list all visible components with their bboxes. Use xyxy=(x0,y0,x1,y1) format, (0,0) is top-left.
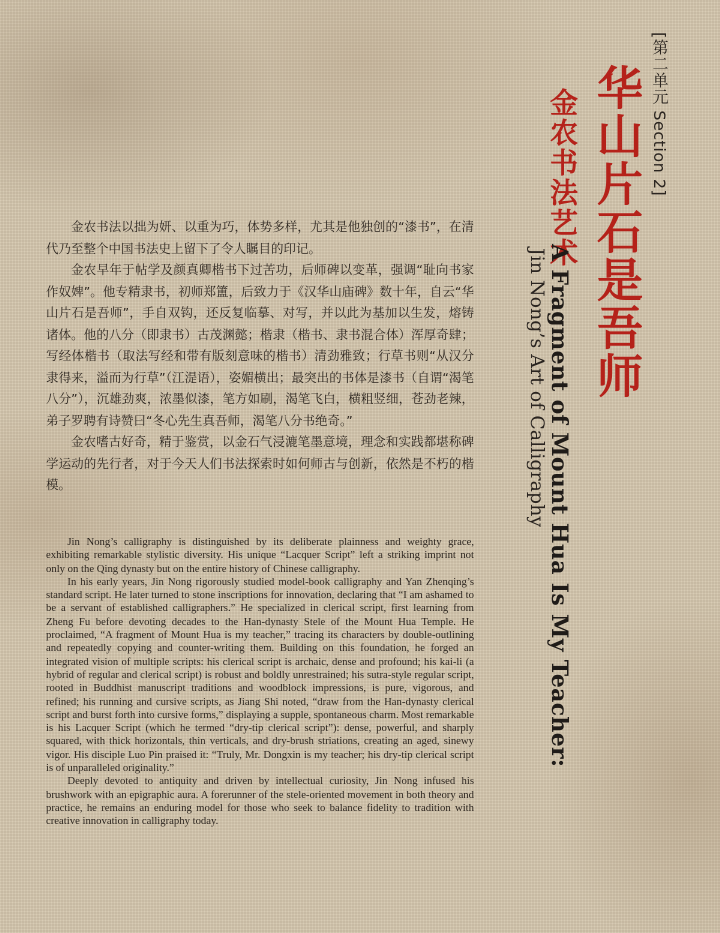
chinese-paragraph-1: 金农书法以拙为妍、以重为巧，体势多样，尤其是他独创的“漆书”，在清代乃至整个中国书法史上留下了令人瞩目的印记。 xyxy=(46,219,474,256)
english-paragraph-1: Jin Nong’s calligraphy is distinguished by its deliberate plainness and weighty grace, exhibiting remarkable stylistic diversity. His unique “Lacquer Script” left a striking imprint not only on the Qing dynasty but on the entire history of Chinese calligraphy. xyxy=(46,536,474,575)
page-subtitle-english: Jin Nong’s Art of Calligraphy xyxy=(526,248,548,528)
page-title-chinese: 华山片石是吾师 xyxy=(590,64,644,400)
section-tag: [第二单元 Section 2] xyxy=(650,32,669,197)
english-paragraph-2: In his early years, Jin Nong rigorously studied model-book calligraphy and Yan Zhenqing’s standard script. He later turned to stone inscriptions for innovation, declaring that “I am ashamed to be a servant of established calligraphers.” He specialized in clerical script, first learning from Zheng Fu before devoting decades to the Han-dynasty Stele of the Mount Hua Temple. He proclaimed, “A fragment of Mount Hua is my teacher,” tracing its characters by double-outlining and repeatedly copying and counter-writing them. Building on this foundation, he forged an integrated vision of multiple scripts: his clerical script is archaic, dense and profound; his kai-li (a hybrid of regular and clerical script) is robust and boldly unrestrained; his sutra-style regular script, rooted in Buddhist manuscript traditions and woodblock impressions, is pure, vigorous, and refined; his running and cursive scripts, as Jiang Shi noted, “draw from the Han-dynasty clerical script and burst forth into cursive forms,” displaying a supple, spontaneous charm. Most remarkable is his Lacquer Script (which he termed “dry-tip clerical script”): dense, powerful, and sharply squared, with thick horizontals, thin verticals, and dry-brush striations, creating an aged, sinewy vigor. His disciple Luo Pin praised it: “Truly, Mr. Dongxin is my teacher; his dry-tip clerical script is of unparalleled originality.” xyxy=(46,575,474,775)
page-title-english: A Fragment of Mount Hua Is My Teacher: xyxy=(546,244,572,768)
english-body-text xyxy=(46,536,474,829)
chinese-body-text xyxy=(46,216,474,496)
page-subtitle-chinese: 金农书法艺术 xyxy=(546,88,579,268)
chinese-paragraph-2: 金农早年于帖学及颜真卿楷书下过苦功，后师碑以变革，强调“耻向书家作奴婢”。他专精隶书，初师郑簠，后致力于《汉华山庙碑》数十年，自云“华山片石是吾师”，手自双钩，还反复临摹、对写，并以此为基加以生发，熔铸诸体。他的八分（即隶书）古茂渊懿；楷隶（楷书、隶书混合体）浑厚奇肆；写经体楷书（取法写经和带有版刻意味的楷书）清劲雅致；行草书则“从汉分隶得来，溢而为行草”（江湜语），姿媚横出；最突出的书体是漆书（自谓“渴笔八分”），沉雄劲爽，浓墨似漆，笔方如刷，渴笔飞白，横粗竖细，苍劲老辣，弟子罗聘有诗赞曰“冬心先生真吾师，渴笔八分书绝奇。” xyxy=(46,262,474,428)
english-paragraph-3: Deeply devoted to antiquity and driven by intellectual curiosity, Jin Nong infused his brushwork with an epigraphic aura. A forerunner of the stele-oriented movement in both theory and practice, he remains an enduring model for those who seek to balance fidelity to tradition with creative innovation in calligraphy today. xyxy=(46,775,474,828)
chinese-paragraph-3: 金农嗜古好奇，精于鉴赏，以金石气浸漉笔墨意境，理念和实践都堪称碑学运动的先行者，对于今天人们书法探索时如何师古与创新，依然是不朽的楷模。 xyxy=(46,434,474,492)
